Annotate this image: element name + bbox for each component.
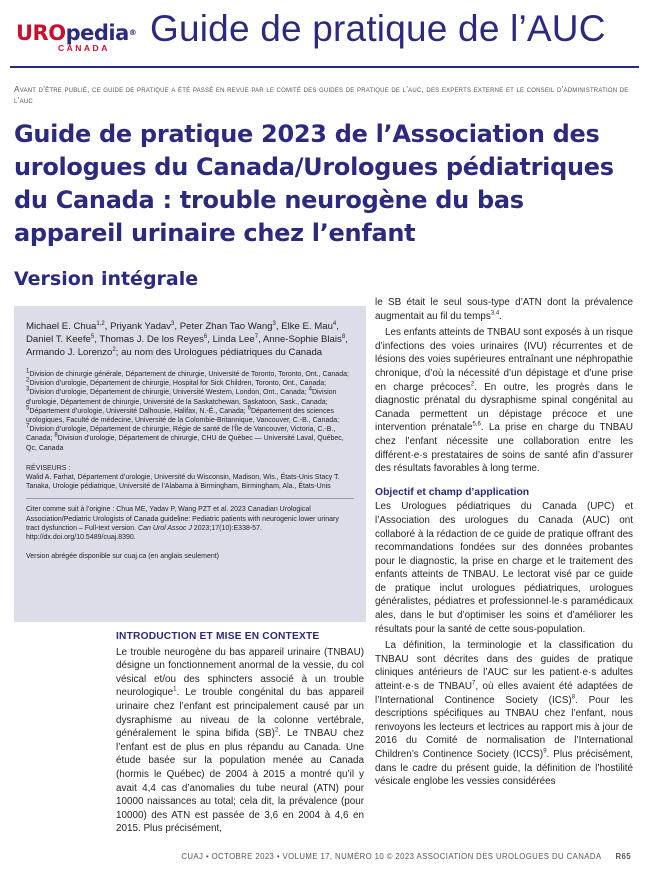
paragraph: Les Urologues pédiatriques du Canada (UPC) et l’Association des urologues du Canada (AUC) ont collaboré à la rédaction de ce guide de pratique offrant des recommandations fondées sur des données probantes pour le diagnostic, la prise en charge et le traitement des enfants atteints de TNBAU. Le lectorat visé par ce guide de pratique inclut urologues pédiatriques, urologues généralistes, pédiatres et professionnel·le·s paramédicaux ales, dans le but d’optimiser les soins et d’améliorer les résultats pour la santé de cette sous-population. (375, 501, 633, 635)
citation: Citer comme suit à l’origine : Chua ME, Yadav P, Wang PZT et al. 2023 Canadian Urological Association/Pediatric Urologists of Canada guideline: Pediatric patients with neurogenic lower urinary tract dysfunction – Full-text version. Can Urol Assoc J 2023;17(10):E338-57. http://dx.doi.org/10.5489/cuaj.8390. (26, 506, 339, 542)
article-title: Guide de pratique 2023 de l’Association des urologues du Canada/Urologues pédiatriques du Canada : trouble neurogène du bas appareil urinaire chez l’enfant (14, 120, 614, 247)
section-heading: INTRODUCTION ET MISE EN CONTEXTE (116, 631, 320, 642)
paragraph: le SB était le seul sous-type d’ATN dont la prévalence augmentait au fil du temps$^{3,4}$. (375, 297, 633, 322)
page-number: R65 (615, 852, 631, 861)
paragraph: Les enfants atteints de TNBAU sont exposés à un risque d’infections des voies urinaires (IVU) récurrentes et de lésions des voies supérieures entraînant une néphropathie chronique, d’où la nécessité d’un dépistage et d’une prise en charge précoces$^2$. En outre, les progrès dans le diagnostic prénatal du dysraphisme spinal congénital au Canada permettent un dépistage précoce et une intervention prénatale$^{5,6}$. La prise en charge du TNBAU chez l’enfant nécessite une collaboration entre les différent·e·s prestataires de soins de santé afin d’assurer des résultats favorables à long terme. (375, 327, 633, 475)
left-text-column (116, 630, 364, 836)
abridged-version-note: Version abrégée disponible sur cuaj.ca (en anglais seulement) (26, 553, 220, 561)
footer-journal-info: CUAJ • OCTOBRE 2023 • VOLUME 17, NUMÉRO 10 © 2023 ASSOCIATION DES UROLOGUES DU CANADA (181, 852, 602, 861)
affiliations: $^1$Division de chirurgie générale, Département de chirurgie, Université de Toronto, Toronto, Ont., Canada; $^2$Division d’urologie, Département de chirurgie, Hospital for Sick Children, Toronto, Ont., Canada; $^3$Division d’urologie, Département de chirurgie, Université Western, London, Ont., Canada; $^4$Division d’urologie, Département de chirurgie, Université de la Saskatchewan, Saskatoon, Sask., Canada; $^5$Département d’urologie, Université Dalhousie, Halifax, N.-É., Canada; $^6$Département des sciences urologiques, Faculté de médecine, Université de la Colombie-Britannique, Vancouver, C.-B., Canada; $^7$Division d’urologie, Département de chirurgie, Régie de santé de l’Île de Vancouver, Victoria, C.-B., Canada; $^8$Division d’urologie, Département de chirurgie, CHU de Québec — Université Laval, Québec, Qc, Canada (26, 368, 349, 452)
author-list: Michael E. Chua$^{1,2}$, Priyank Yadav$^3$, Peter Zhan Tao Wang$^3$, Elke E. Mau$^4$, Daniel T. Keefe$^5$, Thomas J. De los Reyes$^6$, Linda Lee$^7$, Anne-Sophie Blais$^8$, Armando J. Lorenzo$^2$; au nom des Urologues pédiatriques du Canada (26, 320, 348, 358)
uropedia-logo (16, 21, 137, 53)
article-subtitle: Version intégrale (14, 268, 199, 290)
right-text-column (375, 296, 633, 789)
reviewers-list: Walid A. Farhat, Département d’urologie, Université du Wisconsin, Madison, Wis., États-Unis Stacy T. Tanaka, Urologie pédiatrique, Université de l’Alabama à Birmingham, Birmingham, Ala., États-Unis (26, 474, 340, 491)
logo-wordmark: UROpedia® (16, 21, 137, 45)
page-footer (0, 852, 631, 861)
info-box-divider (26, 498, 354, 499)
section-heading: Objectif et champ d’application (375, 486, 530, 498)
author-info-box (14, 306, 366, 622)
reviewers-label: RÉVISEURS : (26, 464, 71, 472)
review-note: Avant d’être publié, ce guide de pratique a été passé en revue par le comité des guides de pratique de l’auc, des experts externe et le conseil d’administration de l’auc (14, 84, 629, 105)
paragraph: Le trouble neurogène du bas appareil urinaire (TNBAU) désigne un fonctionnement anormal de la vessie, du col vésical et/ou des sphincters associé à un trouble neurologique$^1$. Le trouble congénital du bas appareil urinaire chez l’enfant est principalement causé par un dysraphisme au niveau de la colonne vertébrale, généralement le spina bifida (SB)$^2$. Le TNBAU chez l’enfant est de plus en plus répandu au Canada. Une étude basée sur la population menée au Canada (hormis le Québec) de 2004 à 2015 a montré qu’il y avait 4,4 cas d’anomalies du tube neural (ATN) pour 10000 naissances au total; cela dit, la prévalence (pour 10000) des ATN est passée de 3,6 en 2004 à 4,6 en 2015. Plus précisément, (116, 646, 364, 835)
page-header (10, 8, 639, 64)
paragraph: La définition, la terminologie et la classification du TNBAU sont décrites dans des guides de pratique cliniques antérieurs de l’AUC sur les patient·e·s adultes atteint·e·s de TNBAU$^7$, où elles avaient été adaptées de l’International Continence Society (ICS)$^8$. Pour les descriptions spécifiques au TNBAU chez l’enfant, nous renvoyons les lecteurs et lectrices au rapport mis à jour de 2016 du Comité de normalisation de l’International Children’s Continence Society (ICCS)$^9$. Plus précisément, dans le cadre du présent guide, la définition de l’hostilité vésicale englobe les vessies considérées (375, 640, 634, 788)
section-title: Guide de pratique de l’AUC (150, 8, 606, 49)
header-divider (10, 66, 639, 68)
logo-subtext: CANADA (58, 43, 110, 53)
